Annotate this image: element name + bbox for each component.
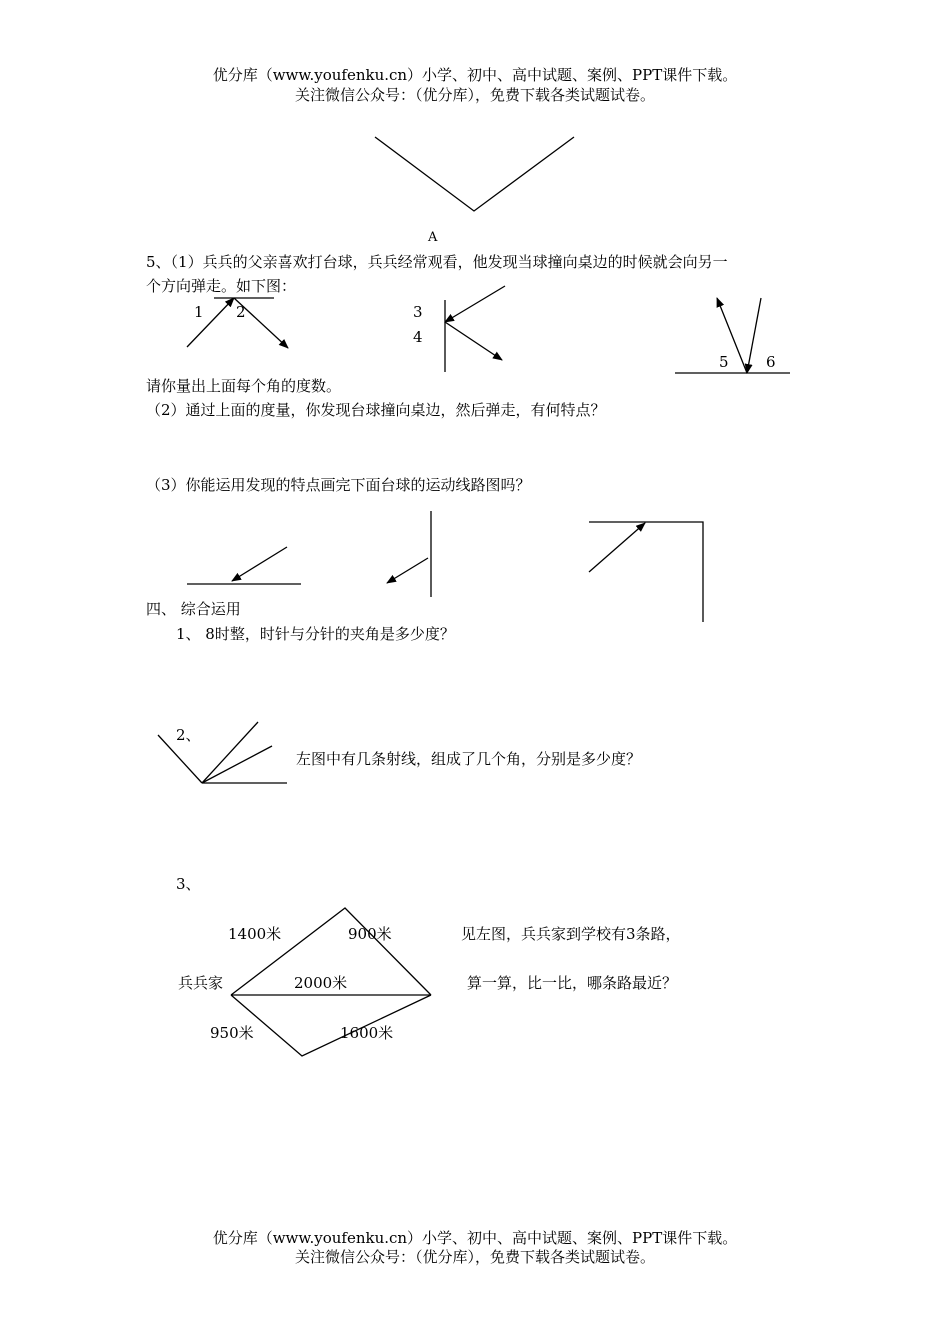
section-4-q1: 1、 8时整，时针与分针的夹角是多少度？ <box>176 625 455 643</box>
angle-label-4: 4 <box>413 328 423 346</box>
footer-line-2: 关注微信公众号：（优分库），免费下载各类试题试卷。 <box>294 1248 655 1266</box>
section-4-title: 四、 综合运用 <box>146 600 241 618</box>
q5-part-2: （2）通过上面的度量，你发现台球撞向桌边，然后弹走，有何特点？ <box>146 401 606 419</box>
section-4-q3-text-2: 算一算，比一比，哪条路最近？ <box>467 974 678 992</box>
q5-line-1: 5、（1）兵兵的父亲喜欢打台球，兵兵经常观看，他发现当球撞向桌边的时候就会向另一 <box>146 253 728 271</box>
angle-label-6: 6 <box>766 353 776 371</box>
route-label-950: 950米 <box>210 1024 254 1042</box>
bounce-figure-2 <box>445 286 505 372</box>
exercise-figure-1 <box>187 547 301 584</box>
footer-line-1: 优分库（www.youfenku.cn）小学、初中、高中试题、案例、PPT课件下载。 <box>212 1229 738 1247</box>
section-4-q3-text-1: 见左图，兵兵家到学校有3条路， <box>461 925 681 943</box>
section-4-q3-number: 3、 <box>176 875 201 893</box>
section-4-q2-number: 2、 <box>176 726 201 744</box>
section-4-q2-text: 左图中有几条射线，组成了几个角，分别是多少度？ <box>296 750 642 768</box>
figure-label-a: A <box>428 230 438 245</box>
route-label-900: 900米 <box>348 925 392 943</box>
header-line-2: 关注微信公众号：（优分库），免费下载各类试题试卷。 <box>294 86 655 104</box>
header-line-1: 优分库（www.youfenku.cn）小学、初中、高中试题、案例、PPT课件下载。 <box>212 66 738 84</box>
angle-label-1: 1 <box>194 303 204 321</box>
exercise-figure-2 <box>387 511 431 597</box>
v-angle-figure <box>375 137 574 211</box>
home-label: 兵兵家 <box>178 974 224 992</box>
q5-line-2: 个方向弹走。如下图： <box>146 277 297 295</box>
route-label-1400: 1400米 <box>228 925 282 943</box>
q5-measure-instruction: 请你量出上面每个角的度数。 <box>146 377 342 395</box>
route-label-2000: 2000米 <box>294 974 348 992</box>
q5-part-3: （3）你能运用发现的特点画完下面台球的运动线路图吗？ <box>146 476 531 494</box>
angle-label-3: 3 <box>413 303 423 321</box>
angle-label-2: 2 <box>236 303 246 321</box>
angle-label-5: 5 <box>719 353 729 371</box>
route-label-1600: 1600米 <box>340 1024 394 1042</box>
exercise-figure-3 <box>589 522 703 622</box>
